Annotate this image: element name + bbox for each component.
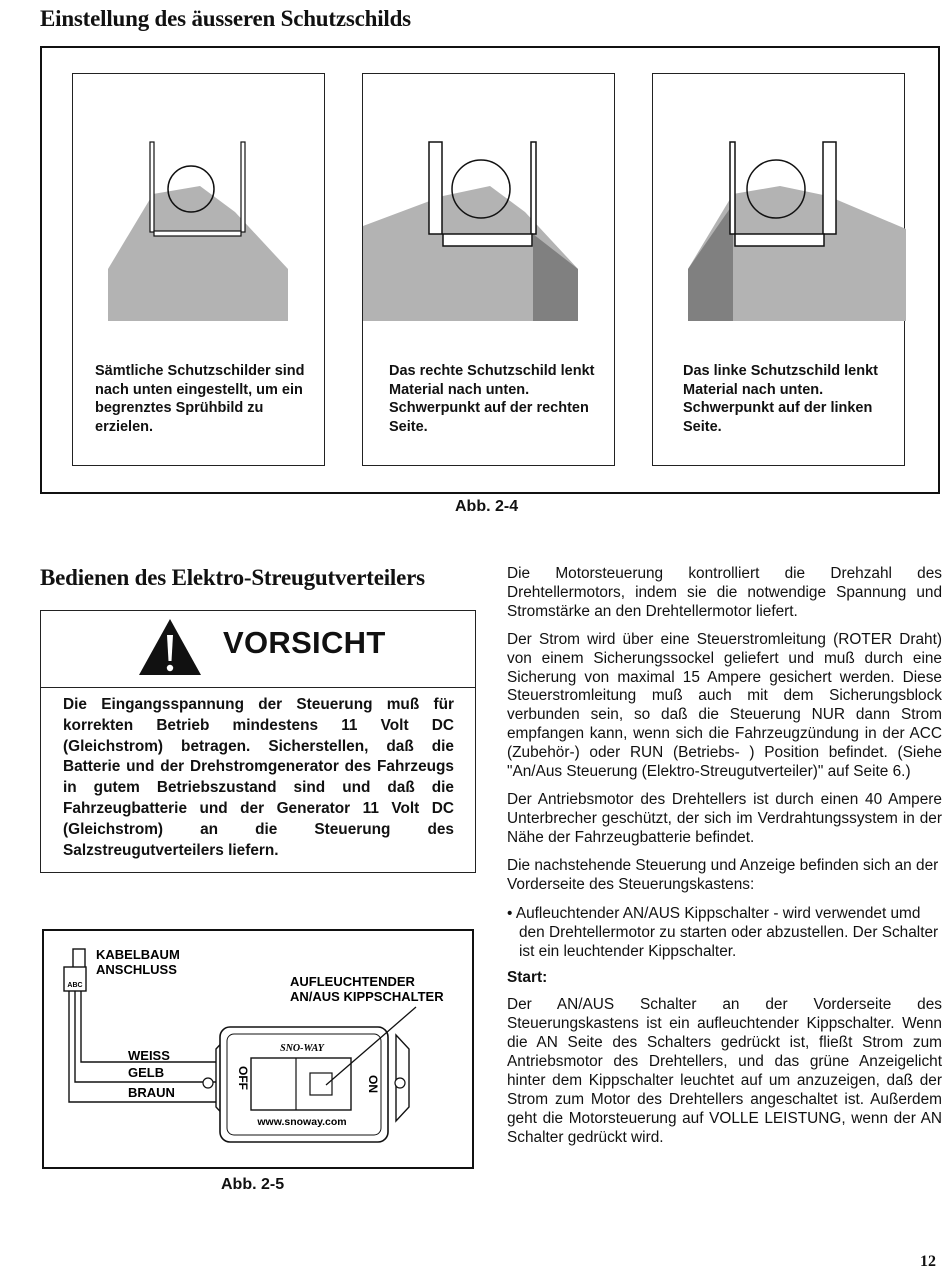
on-label: ON: [366, 1075, 380, 1093]
url-label: www.snoway.com: [257, 1116, 347, 1128]
controller-wiring-diagram: [44, 931, 472, 1167]
switch-label-1: AUFLEUCHTENDER: [290, 974, 415, 989]
caution-header: [41, 611, 475, 688]
shield-panel-right: [362, 73, 615, 466]
panel-caption-3: Das linke Schutzschild lenkt Material nach unten. Schwerpunkt auf der linken Seite.: [683, 363, 878, 435]
figure-2-4: [40, 46, 940, 494]
caution-text: Die Eingangsspannung der Steuerung muß für korrekten Betrieb mindestens 11 Volt DC (Gleichstrom) betragen. Sicherstellen, daß die Batterie und der Drehstromgenerator des Fahrzeugs in gutem Betriebszustand sind und daß die Fahrzeugbatterie und der Generator 11 Volt DC (Gleichstrom) an die Steuerung des Salzstreugutverteilers liefern.: [63, 696, 454, 859]
caution-word: VORSICHT: [223, 625, 386, 660]
switch-label-2: AN/AUS KIPPSCHALTER: [290, 989, 444, 1004]
caution-box: [40, 610, 476, 873]
harness-label-1: KABELBAUM: [96, 947, 180, 962]
panel-caption-2: Das rechte Schutzschild lenkt Material nach unten. Schwerpunkt auf der rechten Seite.: [389, 363, 595, 435]
warning-triangle-icon: [137, 617, 203, 677]
paragraph-breaker: Der Antriebsmotor des Drehtellers ist durch einen 40 Ampere Unterbrecher geschützt, der sich im Verdrahtungssystem in der Nähe der Fahrzeugbatterie befindet.: [507, 790, 942, 846]
page-number: 12: [920, 1253, 936, 1270]
wire-label-yellow: GELB: [128, 1065, 165, 1080]
wire-label-brown: BRAUN: [128, 1085, 175, 1100]
shield-panel-all-down: [72, 73, 325, 466]
section-title-operation: Bedienen des Elektro-Streugutverteilers: [40, 565, 425, 590]
paragraph-motor-control: Die Motorsteuerung kontrolliert die Drehzahl des Drehtellermotors, indem sie die notwendige Spannung und Stromstärke an den Drehtellermotor liefert.: [507, 565, 942, 620]
wire-label-white: WEISS: [128, 1048, 170, 1063]
paragraph-power-supply: Der Strom wird über eine Steuerstromleitung (ROTER Draht) von einem Sicherungssockel geliefert und muß durch eine Sicherung von maximal 15 Ampere gesichert werden. Diese Steuerstromleitung muß auch mit dem Sicherungsblock verbunden sein, so daß die Steuerung NUR dann Strom empfangen kann, wenn sich die Fahrzeugzündung in der ACC (Zubehör-) oder RUN (Betriebs- ) Position befindet. (Siehe "An/Aus Steuerung (Elektro-Streugutverteiler)" auf Seite 6.): [507, 630, 942, 781]
panel-caption-1: Sämtliche Schutzschilder sind nach unten eingestellt, um ein begrenztes Sprühbild zu erzielen.: [95, 363, 305, 435]
harness-label-2: ANSCHLUSS: [96, 962, 177, 977]
figure-caption-2-5: Abb. 2-5: [221, 1176, 285, 1193]
shield-panel-left: [652, 73, 905, 466]
connector-label: ABC: [67, 982, 83, 989]
bullet-toggle-switch: • Aufleuchtender AN/AUS Kippschalter - wird verwendet umd den Drehtellermotor zu starten oder abzustellen. Der Schalter ist ein leuchtender Kippschalter.: [507, 904, 939, 960]
section-title-shield: Einstellung des äusseren Schutzschilds: [40, 6, 411, 31]
figure-2-5: [42, 929, 474, 1169]
start-heading: Start:: [507, 968, 548, 986]
paragraph-start: Der AN/AUS Schalter an der Vorderseite des Steuerungskastens ist ein aufleuchtender Kippschalter. Wenn die AN Seite des Schalters gedrückt ist, fließt Strom zum Antriebsmotor des Drehtellers, und das grüne Anzeigelicht hinter dem Kippschalter leuchtet auf um anzuzeigen, daß der Strom zum Motor des Drehtellers angeschaltet ist. Außerdem geht die Motorsteuerung auf VOLLE LEISTUNG, wenn der AN Schalter gedrückt wird.: [507, 996, 942, 1146]
paragraph-controls-intro: Die nachstehende Steuerung und Anzeige befinden sich an der Vorderseite des Steuerungskastens:: [507, 856, 939, 893]
figure-caption-2-4: Abb. 2-4: [455, 498, 519, 515]
brand-logo: SNO-WAY: [280, 1043, 324, 1054]
body-text-column: [507, 565, 942, 1157]
off-label: OFF: [236, 1066, 250, 1090]
